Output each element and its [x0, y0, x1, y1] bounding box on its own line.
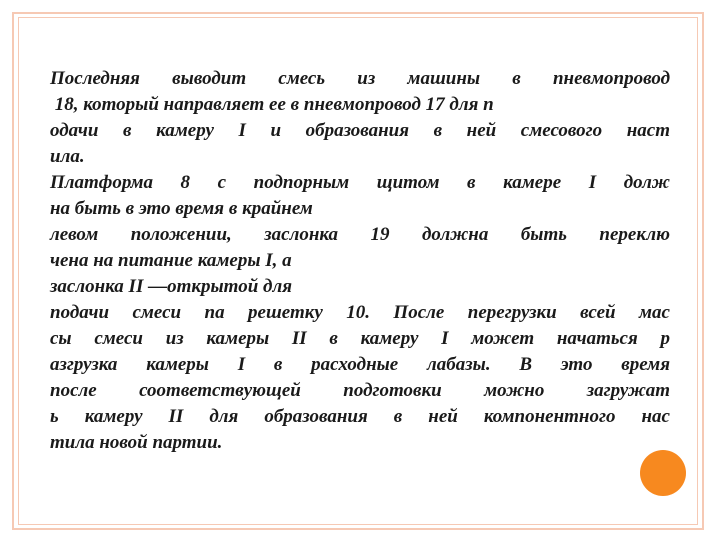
text-line: сы смеси из камеры II в камеру I может начаться р — [50, 328, 670, 349]
frame-top-inner-border — [18, 17, 698, 18]
frame-left-border — [12, 12, 14, 530]
frame-top-border — [12, 12, 704, 14]
text-line: подачи смеси па решетку 10. После перегрузки всей мас — [50, 302, 670, 323]
text-line: на быть в это время в крайнем — [50, 198, 313, 219]
text-line: заслонка II —открытой для — [50, 276, 292, 297]
frame-bottom-border — [12, 528, 704, 530]
text-line: 18, который направляет ее в пневмопровод 17 для п — [50, 94, 494, 115]
text-line: ила. — [50, 146, 85, 167]
text-line: после соответствующей подготовки можно загружат — [50, 380, 670, 401]
frame-left-inner-border — [18, 17, 19, 525]
text-line: азгрузка камеры I в расходные лабазы. В это время — [50, 354, 670, 375]
frame-right-inner-border — [697, 17, 698, 525]
text-line: ь камеру II для образования в ней компонентного нас — [50, 406, 670, 427]
text-line: Последняя выводит смесь из машины в пневмопровод — [50, 68, 670, 89]
text-line: левом положении, заслонка 19 должна быть переклю — [50, 224, 670, 245]
frame-bottom-inner-border — [18, 524, 698, 525]
body-text — [50, 66, 670, 456]
text-line: чена на питание камеры I, а — [50, 250, 292, 271]
frame-right-border — [702, 12, 704, 530]
text-line: Платформа 8 с подпорным щитом в камере I долж — [50, 172, 670, 193]
text-line: тила новой партии. — [50, 432, 223, 453]
text-line: одачи в камеру I и образования в ней смесового наст — [50, 120, 670, 141]
